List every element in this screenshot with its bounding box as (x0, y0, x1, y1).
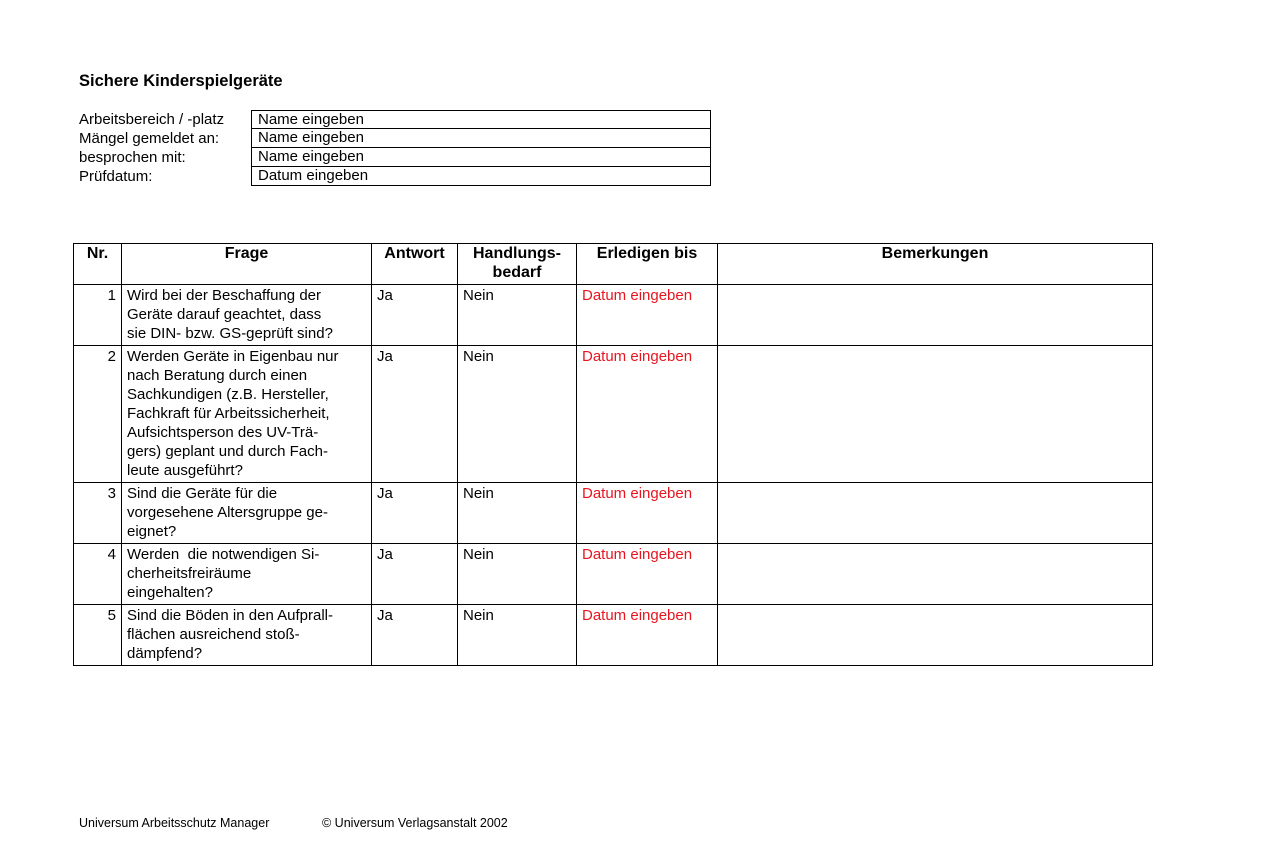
page-title: Sichere Kinderspielgeräte (79, 72, 283, 90)
footer-app-name: Universum Arbeitsschutz Manager (79, 816, 270, 830)
checklist-table (73, 243, 1153, 666)
question-line: Sind die Böden in den Aufprall- (127, 607, 333, 624)
action-needed-cell[interactable]: Nein (458, 544, 577, 605)
question-line: eingehalten? (127, 584, 213, 601)
footer-copyright: © Universum Verlagsanstalt 2002 (322, 816, 508, 830)
question-line: flächen ausreichend stoß- (127, 626, 300, 643)
question-line: cherheitsfreiräume (127, 565, 252, 582)
table-row (74, 285, 1153, 346)
remarks-cell[interactable] (718, 346, 1153, 483)
question-line: Werden die notwendigen Si- (127, 546, 320, 563)
remarks-cell[interactable] (718, 285, 1153, 346)
answer-cell[interactable]: Ja (372, 285, 458, 346)
question-line: Aufsichtsperson des UV-Trä- (127, 424, 319, 441)
remarks-cell[interactable] (718, 544, 1153, 605)
question-line: leute ausgeführt? (127, 462, 243, 479)
question-cell (122, 605, 372, 666)
question-line: sie DIN- bzw. GS-geprüft sind? (127, 325, 333, 342)
table-row (74, 346, 1153, 483)
due-date-cell[interactable]: Datum eingeben (577, 483, 718, 544)
due-date-cell[interactable]: Datum eingeben (577, 605, 718, 666)
header-field-pruefdatum (79, 167, 711, 186)
question-cell (122, 346, 372, 483)
column-header-erledigen-bis: Erledigen bis (577, 244, 718, 285)
answer-cell[interactable]: Ja (372, 483, 458, 544)
row-number: 3 (74, 483, 122, 544)
action-needed-cell[interactable]: Nein (458, 285, 577, 346)
header-fields (79, 110, 711, 186)
row-number: 4 (74, 544, 122, 605)
row-number: 1 (74, 285, 122, 346)
pruefdatum-field[interactable]: Datum eingeben (251, 167, 711, 186)
column-header-frage: Frage (122, 244, 372, 285)
column-header-nr: Nr. (74, 244, 122, 285)
answer-cell[interactable]: Ja (372, 544, 458, 605)
question-cell (122, 544, 372, 605)
column-header-handlungsbedarf-line2: bedarf (492, 264, 542, 281)
question-cell (122, 285, 372, 346)
table-header-row (74, 244, 1153, 285)
question-line: vorgesehene Altersgruppe ge- (127, 504, 328, 521)
question-line: dämpfend? (127, 645, 203, 662)
besprochen-mit-field[interactable]: Name eingeben (251, 148, 711, 167)
answer-cell[interactable]: Ja (372, 346, 458, 483)
header-field-maengel (79, 129, 711, 148)
table-row (74, 483, 1153, 544)
column-header-handlungsbedarf (458, 244, 577, 285)
header-field-arbeitsbereich (79, 110, 711, 129)
header-field-label: Arbeitsbereich / -platz (79, 111, 225, 128)
column-header-bemerkungen: Bemerkungen (718, 244, 1153, 285)
column-header-handlungsbedarf-line1: Handlungs- (473, 245, 561, 262)
header-field-label: besprochen mit: (79, 149, 186, 166)
action-needed-cell[interactable]: Nein (458, 483, 577, 544)
row-number: 2 (74, 346, 122, 483)
arbeitsbereich-field[interactable]: Name eingeben (251, 110, 711, 129)
answer-cell[interactable]: Ja (372, 605, 458, 666)
question-line: Wird bei der Beschaffung der (127, 287, 321, 304)
table-row (74, 605, 1153, 666)
question-line: Werden Geräte in Eigenbau nur (127, 348, 339, 365)
question-cell (122, 483, 372, 544)
header-field-label: Mängel gemeldet an: (79, 130, 220, 147)
maengel-gemeldet-field[interactable]: Name eingeben (251, 129, 711, 148)
header-field-besprochen (79, 148, 711, 167)
remarks-cell[interactable] (718, 605, 1153, 666)
due-date-cell[interactable]: Datum eingeben (577, 285, 718, 346)
column-header-antwort: Antwort (372, 244, 458, 285)
question-line: nach Beratung durch einen (127, 367, 308, 384)
remarks-cell[interactable] (718, 483, 1153, 544)
question-line: gers) geplant und durch Fach- (127, 443, 328, 460)
question-line: Sachkundigen (z.B. Hersteller, (127, 386, 329, 403)
row-number: 5 (74, 605, 122, 666)
table-row (74, 544, 1153, 605)
action-needed-cell[interactable]: Nein (458, 346, 577, 483)
due-date-cell[interactable]: Datum eingeben (577, 544, 718, 605)
header-field-label: Prüfdatum: (79, 168, 153, 185)
action-needed-cell[interactable]: Nein (458, 605, 577, 666)
question-line: eignet? (127, 523, 177, 540)
due-date-cell[interactable]: Datum eingeben (577, 346, 718, 483)
question-line: Fachkraft für Arbeitssicherheit, (127, 405, 330, 422)
question-line: Sind die Geräte für die (127, 485, 278, 502)
question-line: Geräte darauf geachtet, dass (127, 306, 322, 323)
